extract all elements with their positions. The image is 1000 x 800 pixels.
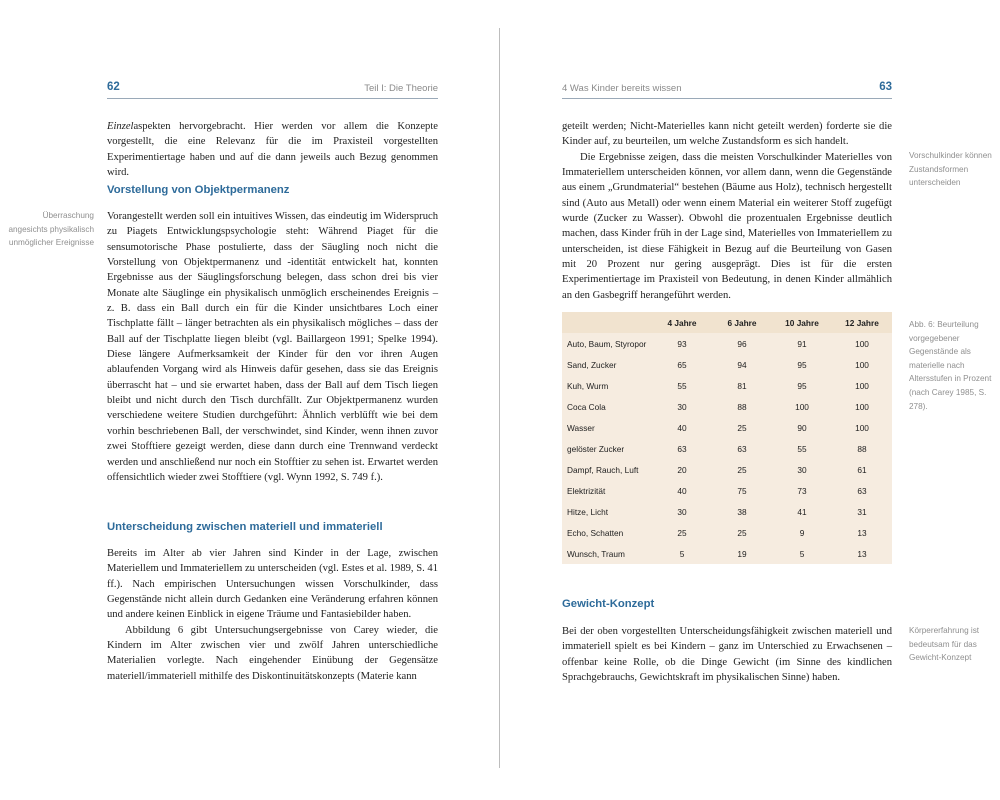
margin-note-ueberraschung: Überraschung angesichts physikalisch unmöglicher Ereignisse bbox=[8, 211, 94, 248]
table-cell: 93 bbox=[652, 333, 712, 354]
table-cell: 90 bbox=[772, 417, 832, 438]
table-cell: 13 bbox=[832, 522, 892, 543]
table-cell-label: Wunsch, Traum bbox=[562, 543, 652, 564]
table-cell: 65 bbox=[652, 354, 712, 375]
table-row bbox=[562, 438, 892, 459]
table-cell: 88 bbox=[832, 438, 892, 459]
running-header-right bbox=[562, 80, 892, 99]
table-header-row bbox=[562, 312, 892, 333]
table-cell-label: Echo, Schatten bbox=[562, 522, 652, 543]
table-cell: 100 bbox=[832, 333, 892, 354]
table-cell: 100 bbox=[832, 354, 892, 375]
table-cell: 13 bbox=[832, 543, 892, 564]
section-materiell-para-1: Bereits im Alter ab vier Jahren sind Kinder in der Lage, zwischen Materiellem und Immateriellem zu unterscheiden (vgl. Estes et al. 1989, S. 41 ff.). Nach empirischen Untersuchungen wissen Vorschulkinder, dass Gegenstände nicht allein durch Gedanken eine Veränderung erfahren können und andere keinen Einblick in eigene Träume und Fantasiebilder haben. bbox=[107, 548, 438, 621]
table-cell: 100 bbox=[832, 375, 892, 396]
page-number-left: 62 bbox=[107, 81, 120, 93]
right-text-block bbox=[562, 119, 892, 303]
right-para-1: geteilt werden; Nicht-Materielles kann nicht geteilt werden) forderte sie die Kinder auf, zu beurteilen, um welche Zustandsform es sich handelt. bbox=[562, 121, 892, 148]
table-cell: 41 bbox=[772, 501, 832, 522]
section-heading-materiell: Unterscheidung zwischen materiell und immateriell bbox=[107, 521, 383, 533]
table-cell: 30 bbox=[772, 459, 832, 480]
section-objektpermanenz bbox=[107, 209, 438, 485]
table-cell: 55 bbox=[652, 375, 712, 396]
intro-paragraph bbox=[107, 119, 438, 180]
table-row bbox=[562, 333, 892, 354]
section-heading-objektpermanenz: Vorstellung von Objektpermanenz bbox=[107, 184, 290, 196]
left-page bbox=[0, 0, 498, 800]
table-cell-label: Kuh, Wurm bbox=[562, 375, 652, 396]
table-cell: 91 bbox=[772, 333, 832, 354]
table-cell: 100 bbox=[832, 396, 892, 417]
table-cell: 30 bbox=[652, 501, 712, 522]
section-heading-gewicht: Gewicht-Konzept bbox=[562, 598, 655, 610]
table-cell: 81 bbox=[712, 375, 772, 396]
table-cell: 95 bbox=[772, 375, 832, 396]
table-cell: 63 bbox=[652, 438, 712, 459]
figure-caption: Abb. 6: Beurteilung vorgegebener Gegenstände als materielle nach Altersstufen in Prozent (nach Carey 1985, S. 278). bbox=[909, 320, 992, 411]
table-row bbox=[562, 354, 892, 375]
table-cell: 63 bbox=[712, 438, 772, 459]
section-materiell-para-2: Abbildung 6 gibt Untersuchungsergebnisse von Carey wieder, die Kindern im Alter zwischen vier und zwölf Jahren unterschiedliche Materialien vorlegte. Nach eingehender Einübung der Gegensätze materiell/immateriell mithilfe des Diskontinuitätskonzepts (Materie kann bbox=[107, 624, 438, 682]
table-cell-label: Sand, Zucker bbox=[562, 354, 652, 375]
table-cell: 88 bbox=[712, 396, 772, 417]
table-cell: 5 bbox=[652, 543, 712, 564]
table-row bbox=[562, 375, 892, 396]
running-header-left bbox=[107, 80, 438, 99]
table-cell: 100 bbox=[832, 417, 892, 438]
table-header-cell: 12 Jahre bbox=[832, 312, 892, 333]
table-cell-label: Elektrizität bbox=[562, 480, 652, 501]
table-cell: 30 bbox=[652, 396, 712, 417]
table-cell: 25 bbox=[712, 522, 772, 543]
table-cell: 73 bbox=[772, 480, 832, 501]
table-cell: 25 bbox=[652, 522, 712, 543]
table-cell: 9 bbox=[772, 522, 832, 543]
table-row bbox=[562, 480, 892, 501]
section-gewicht-text: Bei der oben vorgestellten Unterscheidungsfähigkeit zwischen materiell und immateriell spielt es bei Kindern – ganz im Unterschied zu Erwachsenen – offenbar keine Rolle, ob die Dinge Gewicht (im Sinne des kindlichen Sprachgebrauchs, Gewichtskraft im physikalischen Sinne) haben. bbox=[562, 626, 892, 684]
table-row bbox=[562, 459, 892, 480]
margin-note-vorschulkinder: Vorschulkinder können Zustandsformen unterscheiden bbox=[909, 151, 992, 188]
table-cell: 31 bbox=[832, 501, 892, 522]
table-row bbox=[562, 501, 892, 522]
table-row bbox=[562, 417, 892, 438]
section-objektpermanenz-text: Vorangestellt werden soll ein intuitives Wissen, das eindeutig im Widerspruch zu Piagets Entwicklungspsychologie steht: Während Piaget für die sensumotorische Phase postulierte, dass der Säugling noch nicht die Vorstellung von Objektpermanenz und -identität entwickelt hat, konnten Ergebnisse aus der Säuglingsforschung belegen, dass schon drei bis vier Monate alte Säuglinge ein physikalisch unmöglich erscheinendes Ereignis – z. B. dass ein Ball durch ein für die Kinder unsichtbares Loch einer Tischplatte fällt – länger betrachten als ein physikalisch mögliches – dass der Ball auf der Tischplatte liegen bleibt (vgl. Baillargeon 1991; Spelke 1994). Diese längere Aufmerksamkeit der Kinder für den vor ihren Augen ablaufenden Vorgang wird als Hinweis dafür gesehen, dass sie das Ereignis überrascht hat – und sie erwartet haben, dass der Ball auf dem Tisch liegen bleibt und nicht durch den Tisch durchfällt. Zur Objektpermanenz wurden verschiedene weitere Studien durchgeführt: Ähnlich verblüfft wie bei dem vorhin beschriebenen Ball, der verschwindet, sind Kinder, wenn ihnen zuvor zwei Stofftiere gezeigt werden, diese dann durch eine Trennwand verdeckt werden und anschließend nur noch ein Stofftier zu sehen ist. Erwartet werden offensichtlich wieder zwei Stofftiere (vgl. Wynn 1992, S. 749 f.). bbox=[107, 211, 438, 483]
table-cell-label: Coca Cola bbox=[562, 396, 652, 417]
table-header-cell: 10 Jahre bbox=[772, 312, 832, 333]
section-gewicht bbox=[562, 624, 892, 685]
right-page bbox=[502, 0, 1000, 800]
table-cell: 38 bbox=[712, 501, 772, 522]
table-cell: 75 bbox=[712, 480, 772, 501]
table-row bbox=[562, 396, 892, 417]
table-cell: 20 bbox=[652, 459, 712, 480]
table-cell: 63 bbox=[832, 480, 892, 501]
running-title-left: Teil I: Die Theorie bbox=[364, 83, 438, 94]
table-cell: 25 bbox=[712, 459, 772, 480]
table-cell: 5 bbox=[772, 543, 832, 564]
heading-container-3 bbox=[562, 597, 892, 617]
table-header-cell bbox=[562, 312, 652, 333]
margin-note-koerpererfahrung: Körpererfahrung ist bedeutsam für das Gewicht-Konzept bbox=[909, 626, 980, 663]
table-cell: 55 bbox=[772, 438, 832, 459]
heading-container-1 bbox=[107, 183, 438, 203]
table-cell: 19 bbox=[712, 543, 772, 564]
section-materiell bbox=[107, 546, 438, 684]
table-cell-label: Dampf, Rauch, Luft bbox=[562, 459, 652, 480]
page-number-right: 63 bbox=[879, 81, 892, 93]
page-gutter bbox=[499, 28, 500, 768]
table-header-cell: 4 Jahre bbox=[652, 312, 712, 333]
heading-container-2 bbox=[107, 520, 438, 540]
intro-text: aspekten hervorgebracht. Hier werden vor allem die Konzepte vorgestellt, die eine Relevanz für die im Praxisteil vorgestellten Experimentiertage haben und auf die dann jeweils auch Bezug genommen wird. bbox=[107, 121, 438, 179]
right-para-2: Die Ergebnisse zeigen, dass die meisten Vorschulkinder Materielles von Immateriellem unterscheiden können, vor allem dann, wenn die Gegenstände aus einem „Grundmaterial“ bestehen (Bäume aus Holz), technisch hergestellt sind (Auto aus Metall) oder wenn einem Material ein weiterer Stoff zugefügt wurde (Zucker zu Wasser). Obwohl die prozentualen Ergebnisse deutlich machen, dass Kinder früh in der Lage sind, Materielles von Immateriellem zu unterscheiden, ist diese Fähigkeit in Bezug auf die Beurteilung von Gasen mit 20 Prozent nur gering ausgeprägt. Dies ist für die ersten Experimentiertage im Praxisteil von Bedeutung, in denen Kinder allmählich an den Gasbegriff herangeführt werden. bbox=[562, 151, 892, 301]
table-cell: 95 bbox=[772, 354, 832, 375]
table-cell-label: Hitze, Licht bbox=[562, 501, 652, 522]
intro-emphasis: Einzel bbox=[107, 121, 134, 132]
table-cell: 100 bbox=[772, 396, 832, 417]
table-cell-label: Wasser bbox=[562, 417, 652, 438]
table-cell: 61 bbox=[832, 459, 892, 480]
table-header-cell: 6 Jahre bbox=[712, 312, 772, 333]
table-cell: 40 bbox=[652, 480, 712, 501]
table-cell-label: gelöster Zucker bbox=[562, 438, 652, 459]
table-cell: 40 bbox=[652, 417, 712, 438]
table-cell-label: Auto, Baum, Styropor bbox=[562, 333, 652, 354]
results-table bbox=[562, 312, 892, 564]
table-cell: 25 bbox=[712, 417, 772, 438]
running-title-right: 4 Was Kinder bereits wissen bbox=[562, 83, 682, 94]
table-row bbox=[562, 543, 892, 564]
table-row bbox=[562, 522, 892, 543]
table-cell: 94 bbox=[712, 354, 772, 375]
table-cell: 96 bbox=[712, 333, 772, 354]
